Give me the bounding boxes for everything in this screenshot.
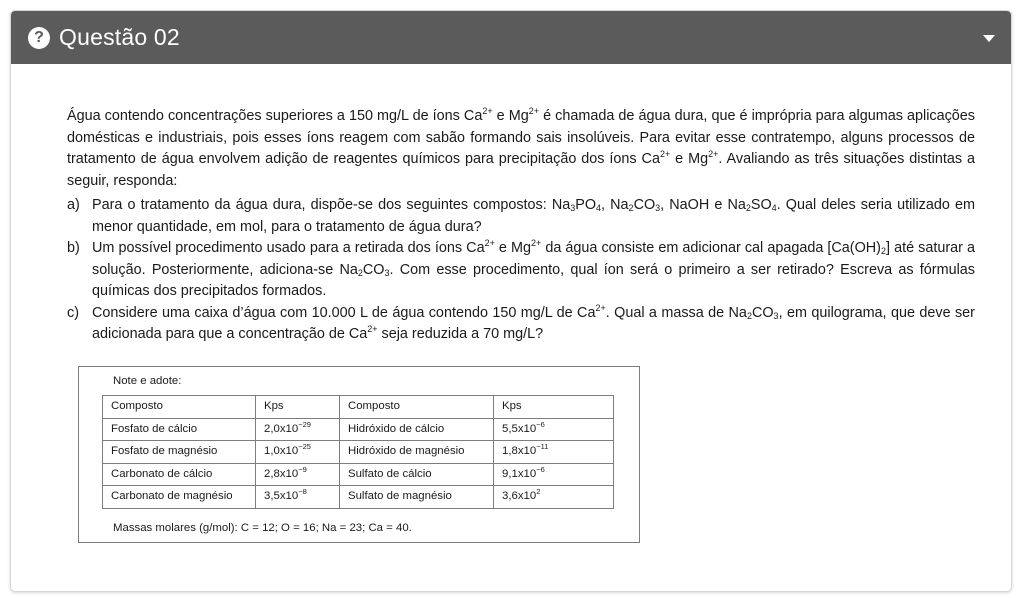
kps-cell: $1,8x10^{-11}$ (494, 441, 614, 464)
compound-cell: Sulfato de magnésio (340, 486, 494, 509)
compound-cell: Sulfato de cálcio (340, 463, 494, 486)
item-a (67, 195, 975, 238)
compound-cell: Carbonato de cálcio (103, 463, 256, 486)
compound-cell: Fosfato de magnésio (103, 441, 256, 464)
item-b-label: b) (67, 240, 80, 256)
table-row (103, 463, 614, 486)
table-row (103, 441, 614, 464)
kps-table (102, 395, 614, 509)
reference-note: Note e adote: (113, 375, 182, 387)
table-header: Kps (256, 396, 340, 419)
kps-cell: $3,5x10^{-8}$ (256, 486, 340, 509)
question-header[interactable] (11, 11, 1011, 64)
item-c (67, 303, 975, 346)
question-body (67, 106, 975, 346)
caret-down-icon[interactable] (983, 35, 995, 42)
compound-cell: Hidróxido de cálcio (340, 418, 494, 441)
compound-cell: Hidróxido de magnésio (340, 441, 494, 464)
table-row (103, 486, 614, 509)
question-intro: Água contendo concentrações superiores a 150 mg/L de íons $Ca^{2+}$ e $Mg^{2+}$ é chamada de água dura, que é imprópria para algumas aplicações domésticas e industriais, pois esses íons reagem com sabão formando sais insolúveis. Para evitar esse contratempo, alguns processos de tratamento de água envolvem adição de reagentes químicos para precipitação dos íons $Ca^{2+}$ e $Mg^{2+}$. Avaliando as três situações distintas a seguir, responda: (67, 106, 975, 189)
item-b (67, 238, 975, 303)
question-circle-icon: ? (28, 27, 50, 49)
question-title: Questão 02 (59, 24, 180, 50)
item-c-text: Considere uma caixa d’água com 10.000 L de água contendo 150 mg/L de $Ca^{2+}$. Qual a massa de $Na_2CO_3$, em quilograma, que deve ser adicionada para que a concentração de $Ca^{2+}$ seja reduzida a 70 mg/L? (92, 302, 975, 342)
kps-cell: $1,0x10^{-25}$ (256, 441, 340, 464)
table-header: Kps (494, 396, 614, 419)
reference-box (78, 366, 640, 543)
kps-cell: $3,6x10^2$ (494, 486, 614, 509)
table-header: Composto (103, 396, 256, 419)
item-c-label: c) (67, 304, 79, 321)
kps-cell: $2,8x10^{-9}$ (256, 463, 340, 486)
kps-cell: $2,0x10^{-29}$ (256, 418, 340, 441)
table-header-row (103, 396, 614, 419)
compound-cell: Carbonato de magnésio (103, 486, 256, 509)
question-card (10, 10, 1012, 592)
compound-cell: Fosfato de cálcio (103, 418, 256, 441)
kps-cell: $9,1x10^{-6}$ (494, 463, 614, 486)
question-items (67, 195, 975, 346)
item-a-label: a) (67, 197, 80, 213)
item-b-text: Um possível procedimento usado para a retirada dos íons $Ca^{2+}$ e $Mg^{2+}$ da água consiste em adicionar cal apagada $[Ca(OH)_2]$ até saturar a solução. Posteriormente, adiciona-se $Na_2CO_3$. Com esse procedimento, qual íon será o primeiro a ser retirado? Escreva as fórmulas químicas dos precipitados formados. (92, 238, 975, 299)
table-row (103, 418, 614, 441)
molar-masses-note: Massas molares (g/mol): C = 12; O = 16; Na = 23; Ca = 40. (113, 522, 412, 534)
kps-cell: $5,5x10^{-6}$ (494, 418, 614, 441)
table-header: Composto (340, 396, 494, 419)
item-a-text: Para o tratamento da água dura, dispõe-se dos seguintes compostos: $Na_3PO_4$, $Na_2CO_3$, NaOH e $Na_2SO_4$. Qual deles seria utilizado em menor quantidade, em mol, para o tratamento de água dura? (92, 197, 975, 235)
